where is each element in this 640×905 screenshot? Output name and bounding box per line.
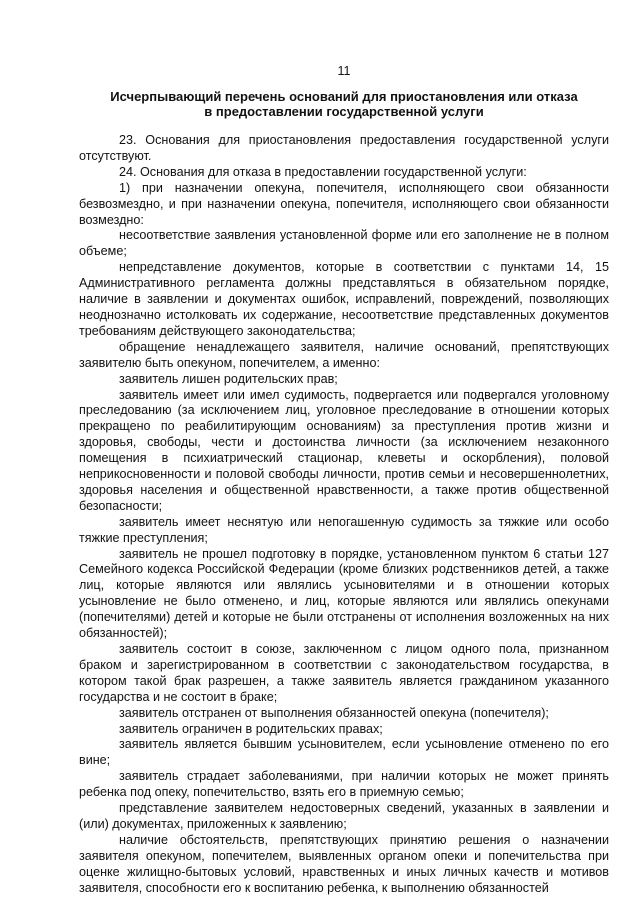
list-item: обращение ненадлежащего заявителя, наличие оснований, препятствующих заявителю быть опекуном, попечителем, а именно: <box>79 339 609 370</box>
list-item: представление заявителем недостоверных сведений, указанных в заявлении и (или) документах, приложенных к заявлению; <box>79 801 609 831</box>
list-item: заявитель отстранен от выполнения обязанностей опекуна (попечителя); <box>119 705 549 720</box>
list-item: непредставление документов, которые в соответствии с пунктами 14, 15 Административного регламента должны представляться в обязательном порядке, наличие в заявлении и документах ошибок, исправлений, повреждений, позволяющих неоднозначно истолковать их содержание, несоответствие представленных документов требованиям действующего законодательства; <box>79 260 609 338</box>
list-item: заявитель имеет неснятую или непогашенную судимость за тяжкие или особо тяжкие преступления; <box>79 514 609 545</box>
list-item: заявитель является бывшим усыновителем, если усыновление отменено по его вине; <box>79 737 609 768</box>
paragraph-24: 24. Основания для отказа в предоставлении государственной услуги: <box>119 164 527 179</box>
list-item: заявитель ограничен в родительских правах; <box>119 721 383 736</box>
paragraph-23: 23. Основания для приостановления предоставления государственной услуги отсутствуют. <box>79 133 609 163</box>
list-item-1: 1) при назначении опекуна, попечителя, исполняющего свои обязанности безвозмездно, и при назначении опекуна, попечителя, исполняющего свои обязанности возмездно: <box>79 180 609 227</box>
body-text <box>79 133 609 897</box>
list-item: заявитель имеет или имел судимость, подвергается или подвергался уголовному преследованию (за исключением лиц, уголовное преследование в отношении которых прекращено по реабилитирующим основаниям) за преступления против жизни и здоровья, свободы, чести и достоинства личности (за исключением незаконного помещения в психиатрический стационар, клеветы и оскорбления), половой неприкосновенности и половой свободы личности, против семьи и несовершеннолетних, здоровья населения и общественной нравственности, а также против общественной безопасности; <box>79 387 609 513</box>
section-heading-line-1: Исчерпывающий перечень оснований для приостановления или отказа <box>110 89 578 104</box>
list-item: несоответствие заявления установленной форме или его заполнение не в полном объеме; <box>79 228 609 259</box>
list-item: заявитель страдает заболеваниями, при наличии которых не может принять ребенка под опеку, попечительство, взять его в приемную семью; <box>79 769 609 800</box>
section-heading-line-2: в предоставлении государственной услуги <box>204 104 484 119</box>
list-item: заявитель не прошел подготовку в порядке, установленном пунктом 6 статьи 127 Семейного кодекса Российской Федерации (кроме близких родственников детей, а также лиц, которые являются или являлись усыновителями и в отношении которых усыновление не было отменено, и лиц, которые являются или являлись опекунами (попечителями) детей и которые не были отстранены от исполнения возложенных на них обязанностей); <box>79 546 609 641</box>
page-number: 11 <box>337 64 351 78</box>
list-item: заявитель лишен родительских прав; <box>119 371 338 386</box>
section-heading <box>79 89 609 119</box>
list-item: наличие обстоятельств, препятствующих принятию решения о назначении заявителя опекуном, попечителем, выявленных органом опеки и попечительства при оценке жилищно-бытовых условий, нравственных и иных личных качеств и мотивов заявителя, способности его к воспитанию ребенка, к выполнению обязанностей <box>79 832 609 895</box>
list-item: заявитель состоит в союзе, заключенном с лицом одного пола, признанном браком и зарегистрированном в соответствии с законодательством государства, в котором такой брак разрешен, а также заявитель является гражданином указанного государства и не состоит в браке; <box>79 642 609 704</box>
